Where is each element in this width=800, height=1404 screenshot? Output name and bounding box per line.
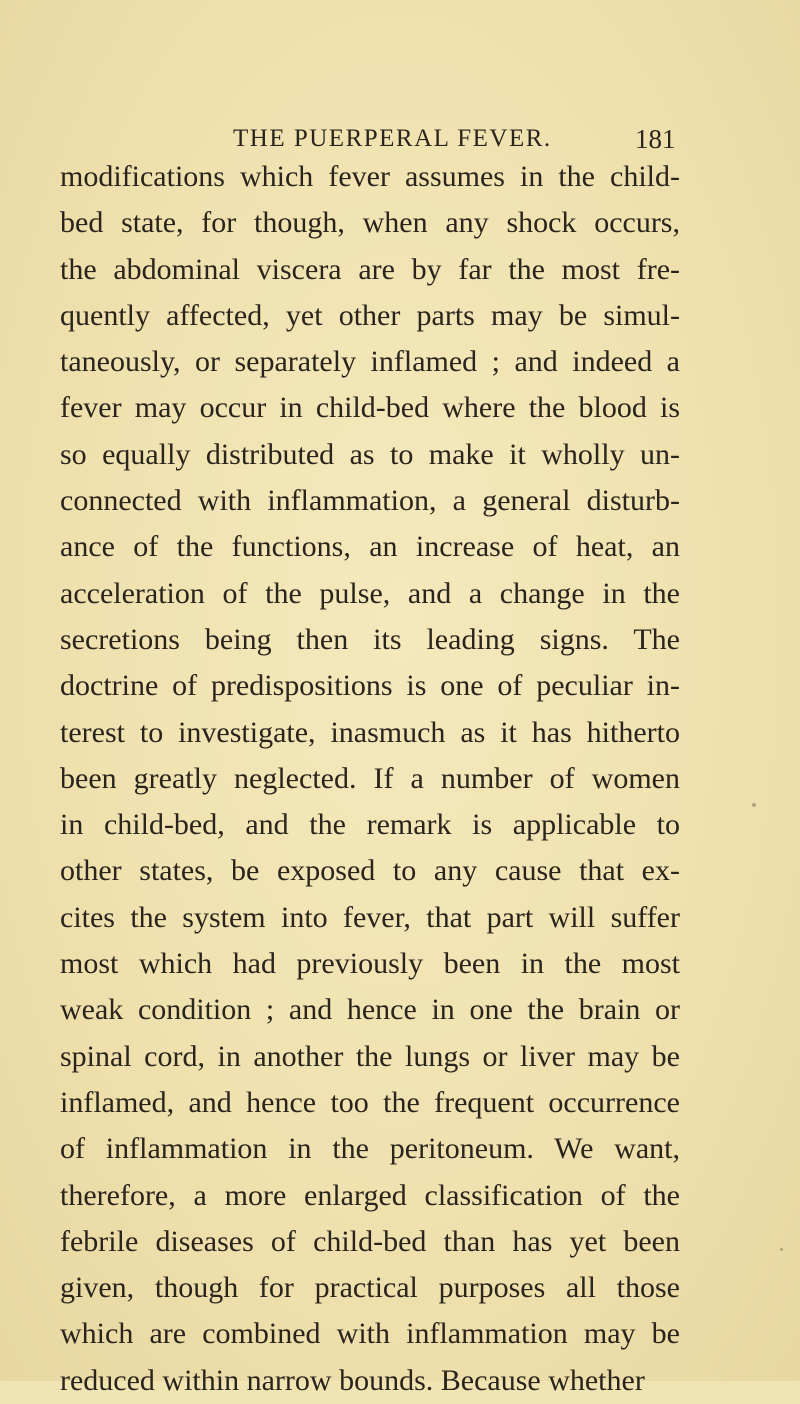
text-line: weak condition ; and hence in one the brain or: [60, 993, 680, 1027]
text-line: connected with inflammation, a general disturb-: [60, 484, 680, 518]
text-line: which are combined with inflammation may be: [60, 1317, 680, 1351]
text-line: modifications which fever assumes in the child-: [60, 160, 680, 193]
text-line: in child-bed, and the remark is applicable to: [60, 808, 680, 842]
text-line: taneously, or separately inflamed ; and indeed a: [60, 345, 680, 379]
text-line: reduced within narrow bounds. Because whether: [60, 1363, 645, 1397]
text-line: been greatly neglected. If a number of women: [60, 761, 680, 795]
text-line: spinal cord, in another the lungs or liver may be: [60, 1039, 680, 1073]
running-head: [233, 122, 676, 156]
text-line: cites the system into fever, that part will suffer: [60, 900, 680, 934]
text-line: given, though for practical purposes all those: [60, 1271, 680, 1305]
body-text: [60, 154, 680, 1404]
paper-speck: [752, 803, 756, 807]
text-line: other states, be exposed to any cause that ex-: [60, 854, 680, 888]
text-line: acceleration of the pulse, and a change in the: [60, 576, 680, 610]
page-number: 181: [635, 124, 676, 154]
text-line: doctrine of predispositions is one of peculiar in-: [60, 669, 680, 703]
text-line: so equally distributed as to make it wholly un-: [60, 437, 680, 471]
text-line: secretions being then its leading signs. The: [60, 622, 680, 656]
text-line: ance of the functions, an increase of heat, an: [60, 530, 680, 564]
text-line: the abdominal viscera are by far the most fre-: [60, 252, 680, 286]
text-line: of inflammation in the peritoneum. We want,: [60, 1132, 680, 1166]
text-line: quently affected, yet other parts may be simul-: [60, 298, 680, 332]
text-line: terest to investigate, inasmuch as it has hitherto: [60, 715, 680, 749]
text-line: most which had previously been in the most: [60, 947, 680, 981]
text-line: febrile diseases of child-bed than has yet been: [60, 1224, 680, 1258]
running-title: THE PUERPERAL FEVER.: [233, 125, 552, 152]
text-line: therefore, a more enlarged classification of the: [60, 1178, 680, 1212]
paper-speck: [780, 1248, 783, 1251]
text-line: fever may occur in child-bed where the blood is: [60, 391, 680, 425]
text-line: bed state, for though, when any shock occurs,: [60, 206, 680, 240]
text-line: inflamed, and hence too the frequent occurrence: [60, 1085, 680, 1119]
